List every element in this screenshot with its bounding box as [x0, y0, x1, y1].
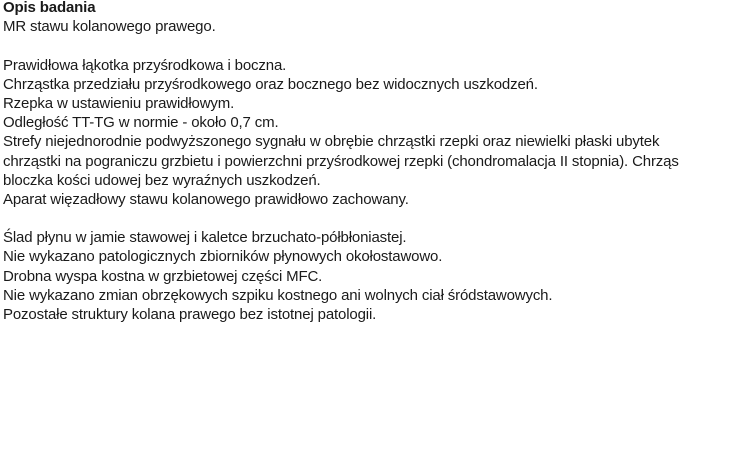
finding-line: bloczka kości udowej bez wyraźnych uszkodzeń.	[3, 171, 321, 189]
finding-line: Strefy niejednorodnie podwyższonego sygnału w obrębie chrząstki rzepki oraz niewielki płaski ubytek	[3, 133, 660, 151]
exam-description	[3, 0, 730, 324]
finding-line: Nie wykazano zmian obrzękowych szpiku kostnego ani wolnych ciał śródstawowych.	[3, 286, 553, 304]
finding-line: Drobna wyspa kostna w grzbietowej części MFC.	[3, 267, 323, 285]
finding-line: Prawidłowa łąkotka przyśrodkowa i boczna.	[3, 56, 287, 74]
finding-line: Odległość TT-TG w normie - około 0,7 cm.	[3, 114, 279, 132]
exam-type: MR stawu kolanowego prawego.	[3, 18, 216, 36]
spacer	[3, 36, 730, 55]
spacer	[3, 209, 730, 228]
finding-line: Pozostałe struktury kolana prawego bez istotnej patologii.	[3, 306, 377, 323]
finding-line: Aparat więzadłowy stawu kolanowego prawidłowo zachowany.	[3, 190, 409, 208]
finding-line: Chrząstka przedziału przyśrodkowego oraz bocznego bez widocznych uszkodzeń.	[3, 75, 538, 93]
section-heading: Opis badania	[3, 0, 96, 16]
finding-line: Rzepka w ustawieniu prawidłowym.	[3, 94, 235, 112]
finding-line: Nie wykazano patologicznych zbiorników płynowych okołostawowo.	[3, 248, 443, 266]
finding-line: Ślad płynu w jamie stawowej i kaletce brzuchato-półbłoniastej.	[3, 229, 407, 247]
finding-line: chrząstki na pograniczu grzbietu i powierzchni przyśrodkowej rzepki (chondromalacja II stopnia). Chrząs	[3, 152, 679, 170]
